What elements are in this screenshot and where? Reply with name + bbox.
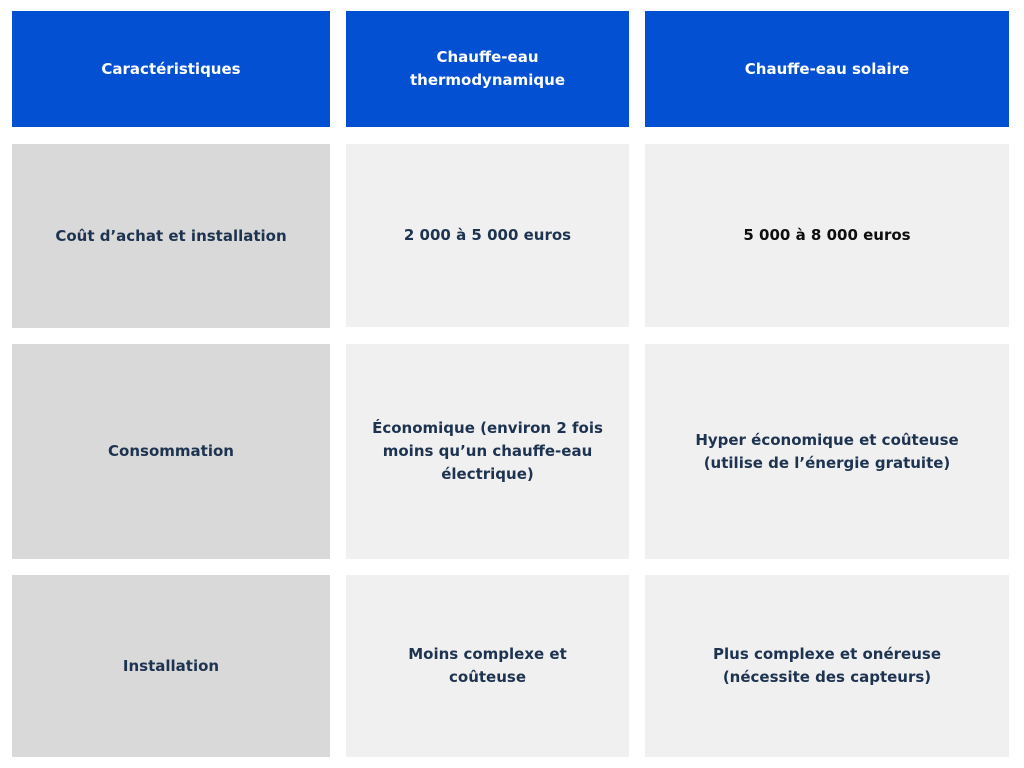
cell-value: 5 000 à 8 000 euros bbox=[743, 226, 911, 244]
cell-value: Plus complexe et onéreuse (nécessite des capteurs) bbox=[713, 645, 941, 686]
cell-value: Économique (environ 2 fois moins qu’un chauffe-eau électrique) bbox=[372, 419, 603, 483]
cell-value: Hyper économique et coûteuse (utilise de l’énergie gratuite) bbox=[695, 430, 959, 472]
header-label: Chauffe-eau solaire bbox=[744, 59, 910, 78]
cell-cout-solaire bbox=[645, 144, 1009, 327]
cell-value: 2 000 à 5 000 euros bbox=[403, 226, 572, 244]
header-cell-solaire bbox=[645, 11, 1009, 127]
row-label: Coût d’achat et installation bbox=[55, 226, 287, 245]
cell-consommation-thermodynamique bbox=[346, 344, 629, 559]
row-label-installation bbox=[12, 575, 330, 757]
row-label: Installation bbox=[122, 656, 220, 675]
cell-value: Moins complexe et coûteuse bbox=[408, 645, 567, 686]
header-label: Chauffe-eau thermodynamique bbox=[409, 48, 566, 89]
row-label: Consommation bbox=[108, 442, 234, 460]
cell-installation-solaire bbox=[645, 575, 1009, 757]
header-label: Caractéristiques bbox=[101, 59, 241, 78]
row-label-cout bbox=[12, 144, 330, 328]
row-label-consommation bbox=[12, 344, 330, 559]
cell-cout-thermodynamique bbox=[346, 144, 629, 327]
header-cell-caracteristiques bbox=[12, 11, 330, 127]
header-cell-thermodynamique bbox=[346, 11, 629, 127]
cell-installation-thermodynamique bbox=[346, 575, 629, 757]
cell-consommation-solaire bbox=[645, 344, 1009, 559]
